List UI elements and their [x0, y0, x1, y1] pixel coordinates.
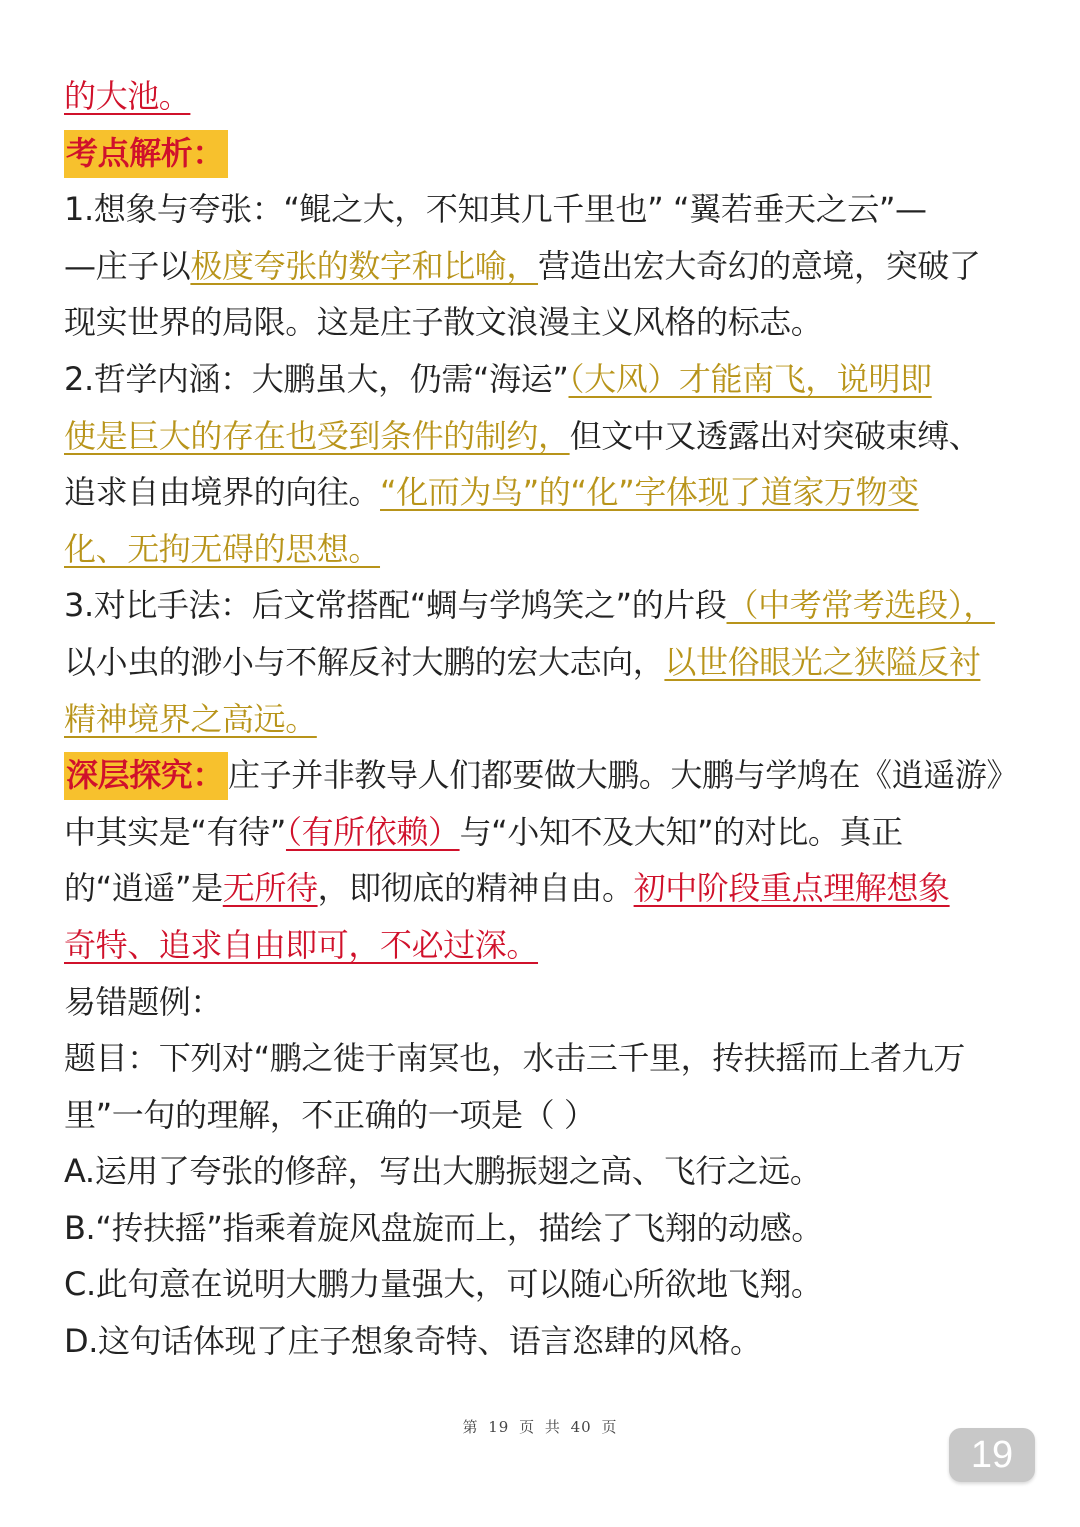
- analysis-p2-emphasis: （大风）才能南飞，说明即: [568, 359, 932, 398]
- analysis-p1-text: 1.想象与夸张：“鲲之大，不知其几千里也” “翼若垂天之云”—: [64, 190, 927, 229]
- page-content: [64, 68, 1020, 1370]
- exercise-question: 里”一句的理解，不正确的一项是（ ）: [64, 1095, 596, 1134]
- analysis-heading: 考点解析：: [64, 130, 228, 178]
- deep-emphasis: 无所待: [222, 869, 318, 908]
- page-number-badge: 19: [949, 1428, 1035, 1482]
- analysis-p3-emphasis: 精神境界之高远。: [64, 699, 317, 738]
- analysis-p2-line2: [64, 408, 1020, 465]
- intro-tail: 的大池。: [64, 77, 191, 115]
- deep-text: 庄子并非教导人们都要做大鹏。大鹏与学鸠在《逍遥游》: [228, 756, 1019, 795]
- exercise-option-b: [64, 1200, 1020, 1257]
- option-text: D.这句话体现了庄子想象奇特、语言恣肆的风格。: [64, 1322, 762, 1361]
- option-text: B.“抟扶摇”指乘着旋风盘旋而上，描绘了飞翔的动感。: [64, 1208, 823, 1247]
- analysis-p3-text: 以小虫的渺小与不解反衬大鹏的宏大志向，: [64, 642, 665, 681]
- option-text: A.运用了夸张的修辞，写出大鹏振翅之高、飞行之远。: [64, 1152, 822, 1191]
- page-footer: 第 19 页 共 40 页: [462, 1418, 618, 1436]
- analysis-p1-line3: [64, 294, 1020, 351]
- analysis-p3-text: 3.对比手法：后文常搭配“蜩与学鸠笑之”的片段: [64, 586, 727, 625]
- exercise-option-a: [64, 1143, 1020, 1200]
- analysis-p2-line3: [64, 464, 1020, 521]
- intro-line: [64, 68, 1020, 125]
- option-text: C.此句意在说明大鹏力量强大，可以随心所欲地飞翔。: [64, 1265, 823, 1304]
- deep-emphasis: （有所依赖）: [285, 812, 460, 851]
- analysis-p3-line1: [64, 577, 1020, 634]
- analysis-p2-emphasis: 化、无拘无碍的思想。: [64, 529, 381, 568]
- analysis-p2-emphasis: 使是巨大的存在也受到条件的制约，: [64, 416, 570, 455]
- deep-text: 的“逍遥”是: [64, 869, 223, 908]
- exercise-question: 题目：下列对“鹏之徙于南冥也，水击三千里，抟扶摇而上者九万: [64, 1039, 965, 1078]
- deep-line3: [64, 860, 1020, 917]
- analysis-p1-text: 营造出宏大奇幻的意境，突破了: [538, 246, 981, 285]
- deep-line2: [64, 804, 1020, 861]
- deep-text: 中其实是“有待”: [64, 812, 286, 851]
- exercise-question-line1: [64, 1030, 1020, 1087]
- deep-text: 与“小知不及大知”的对比。真正: [459, 812, 903, 851]
- exercise-heading: 易错题例：: [64, 982, 223, 1021]
- analysis-p3-line2: [64, 634, 1020, 691]
- analysis-p3-emphasis: （中考常考选段），: [726, 586, 995, 625]
- deep-line4: [64, 917, 1020, 974]
- analysis-p2-text: 2.哲学内涵：大鹏虽大，仍需“海运”: [64, 359, 569, 398]
- analysis-p2-text: 但文中又透露出对突破束缚、: [569, 416, 981, 455]
- deep-emphasis: 初中阶段重点理解想象: [633, 869, 950, 908]
- analysis-p2-emphasis: “化而为鸟”的“化”字体现了道家万物变: [380, 473, 919, 512]
- deep-heading: 深层探究：: [64, 752, 228, 800]
- deep-line1: [64, 747, 1020, 804]
- analysis-p3-emphasis: 以世俗眼光之狭隘反衬: [664, 642, 981, 681]
- deep-emphasis: 奇特、追求自由即可，不必过深。: [64, 925, 539, 964]
- exercise-question-line2: [64, 1087, 1020, 1144]
- analysis-p2-line4: [64, 521, 1020, 578]
- analysis-p1-text: —庄子以: [64, 246, 191, 285]
- deep-text: ，即彻底的精神自由。: [317, 869, 634, 908]
- analysis-p3-line3: [64, 691, 1020, 748]
- analysis-p1-emphasis: 极度夸张的数字和比喻，: [190, 246, 539, 285]
- exercise-option-c: [64, 1256, 1020, 1313]
- analysis-p1-line1: [64, 181, 1020, 238]
- analysis-p2-text: 追求自由境界的向往。: [64, 473, 381, 512]
- exercise-option-d: [64, 1313, 1020, 1370]
- analysis-p1-text: 现实世界的局限。这是庄子散文浪漫主义风格的标志。: [64, 303, 823, 342]
- analysis-p2-line1: [64, 351, 1020, 408]
- exercise-heading-line: [64, 974, 1020, 1031]
- analysis-p1-line2: [64, 238, 1020, 295]
- analysis-heading-line: [64, 125, 1020, 182]
